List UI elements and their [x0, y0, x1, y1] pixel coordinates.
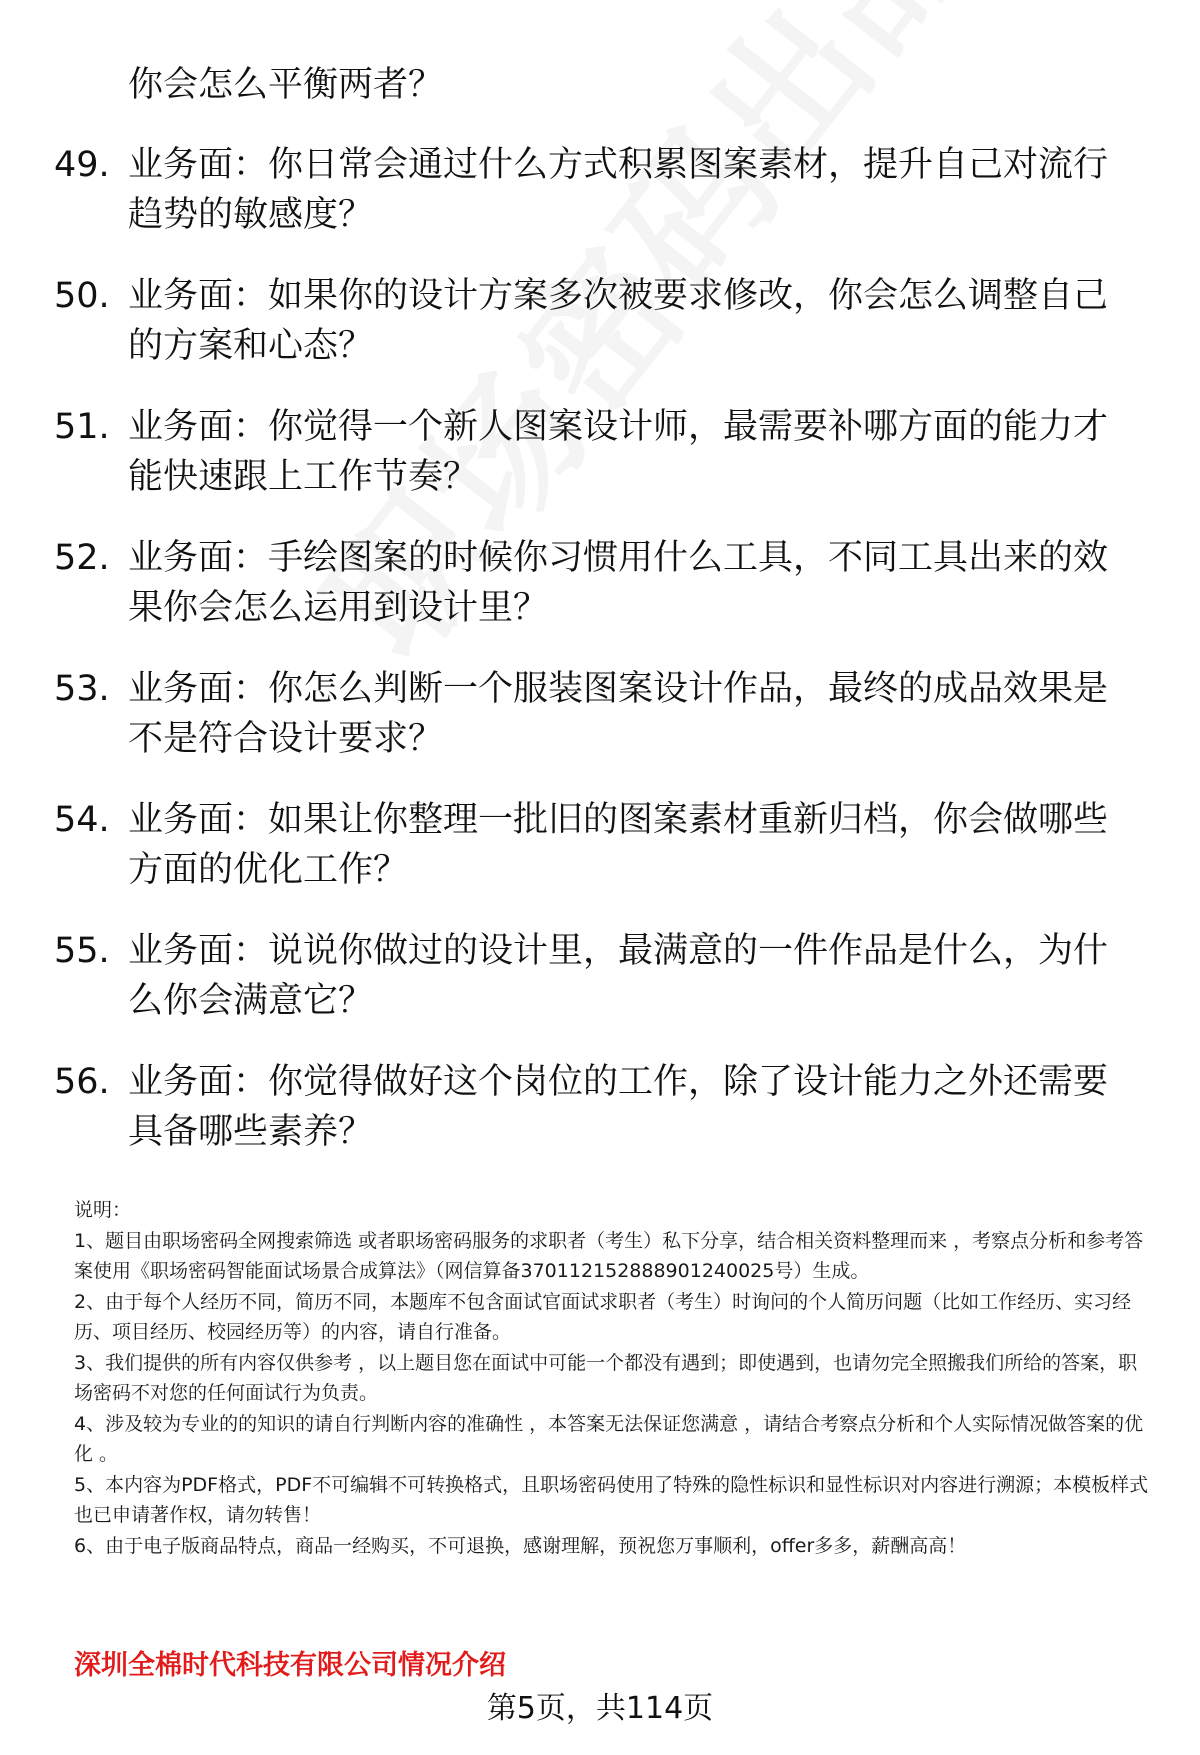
- question-list: [0, 140, 1200, 1188]
- question-text: 业务面：你日常会通过什么方式积累图案素材，提升自己对流行趋势的敏感度？: [128, 145, 1109, 235]
- question-continuation: 你会怎么平衡两者？: [128, 65, 444, 105]
- question-item: [0, 926, 1200, 1026]
- note-item: 1、题目由职场密码全网搜索筛选 或者职场密码服务的求职者（考生）私下分享，结合相关资料整理而来 ，考察点分析和参考答案使用《职场密码智能面试场景合成算法》（网信算备370112152888901240025号）生成。: [74, 1229, 1144, 1282]
- question-item: [0, 533, 1200, 633]
- question-item: [0, 402, 1200, 502]
- question-number: 49.: [54, 145, 110, 185]
- notes-title: 说明：: [74, 1199, 132, 1221]
- note-item: 2、由于每个人经历不同，简历不同，本题库不包含面试官面试求职者（考生）时询问的个人简历问题（比如工作经历、实习经历、项目经历、校园经历等）的内容，请自行准备。: [74, 1290, 1132, 1343]
- note-item: 4、涉及较为专业的的知识的请自行判断内容的准确性 ，本答案无法保证您满意 ，请结合考察点分析和个人实际情况做答案的优化 。: [74, 1412, 1144, 1465]
- question-text: 业务面：你觉得做好这个岗位的工作，除了设计能力之外还需要具备哪些素养？: [128, 1062, 1109, 1152]
- question-text: 业务面：说说你做过的设计里，最满意的一件作品是什么，为什么你会满意它？: [128, 931, 1109, 1021]
- question-number: 56.: [54, 1062, 110, 1102]
- question-text: 业务面：如果让你整理一批旧的图案素材重新归档，你会做哪些方面的优化工作？: [128, 800, 1109, 890]
- note-item: 6、由于电子版商品特点，商品一经购买，不可退换，感谢理解，预祝您万事顺利，offer多多，薪酬高高！: [74, 1534, 967, 1557]
- question-number: 50.: [54, 276, 110, 316]
- question-number: 51.: [54, 407, 110, 447]
- question-item: [0, 140, 1200, 240]
- question-text: 业务面：如果你的设计方案多次被要求修改，你会怎么调整自己的方案和心态？: [128, 276, 1109, 366]
- page-indicator: 第5页，共114页: [486, 1691, 714, 1726]
- question-number: 53.: [54, 669, 110, 709]
- question-item: [0, 1057, 1200, 1157]
- question-item: [0, 664, 1200, 764]
- question-text: 业务面：手绘图案的时候你习惯用什么工具，不同工具出来的效果你会怎么运用到设计里？: [128, 538, 1109, 628]
- question-item: [0, 795, 1200, 895]
- question-text: 业务面：你觉得一个新人图案设计师，最需要补哪方面的能力才能快速跟上工作节奏？: [128, 407, 1109, 497]
- question-number: 54.: [54, 800, 110, 840]
- note-item: 3、我们提供的所有内容仅供参考 ，以上题目您在面试中可能一个都没有遇到；即使遇到，也请勿完全照搬我们所给的答案，职场密码不对您的任何面试行为负责。: [74, 1351, 1138, 1404]
- question-text: 业务面：你怎么判断一个服装图案设计作品，最终的成品效果是不是符合设计要求？: [128, 669, 1109, 759]
- question-number: 52.: [54, 538, 110, 578]
- company-intro-link[interactable]: 深圳全棉时代科技有限公司情况介绍: [74, 1650, 506, 1681]
- note-item: 5、本内容为PDF格式，PDF不可编辑不可转换格式，且职场密码使用了特殊的隐性标识和显性标识对内容进行溯源；本模板样式也已申请著作权，请勿转售！: [74, 1473, 1149, 1526]
- question-number: 55.: [54, 931, 110, 971]
- notes-section: [74, 1195, 1154, 1561]
- question-item: [0, 271, 1200, 371]
